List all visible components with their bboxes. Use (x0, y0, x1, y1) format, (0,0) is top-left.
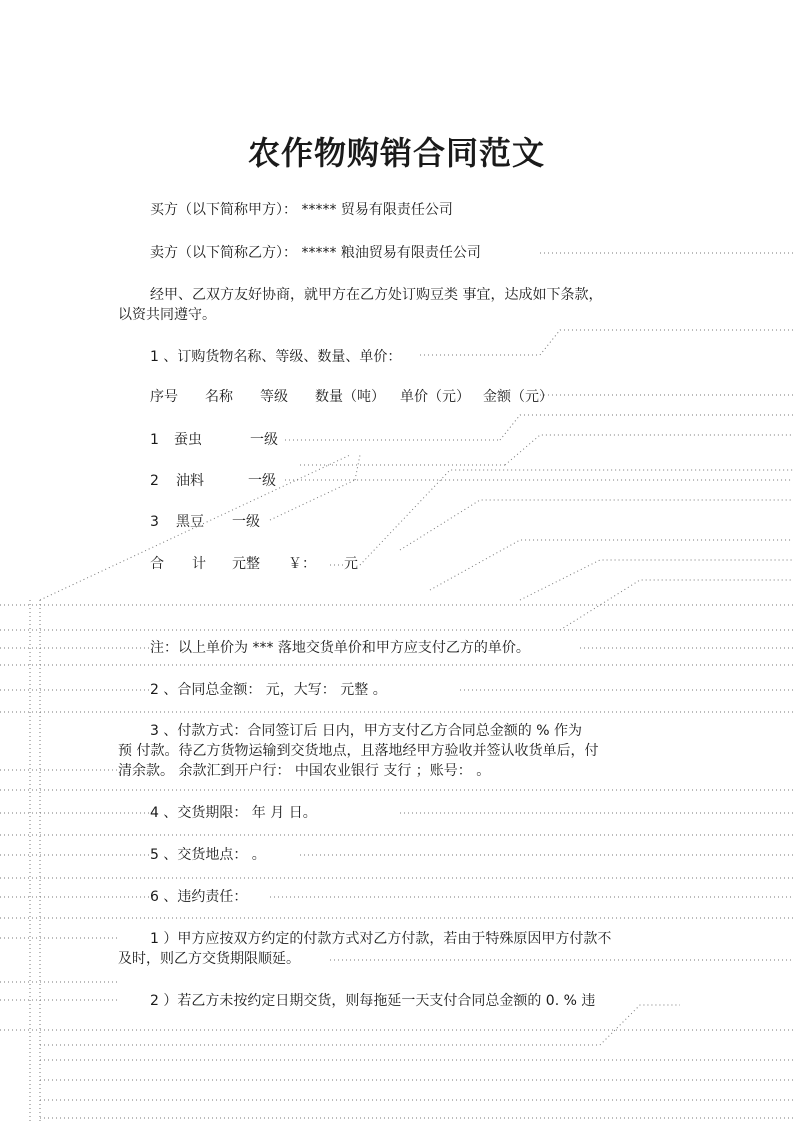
total-label-4: ￥： (288, 556, 316, 572)
clause-6: 6 、违约责任： (150, 889, 248, 905)
row-name: 蚕虫 (174, 432, 202, 448)
row-no: 1 (150, 432, 159, 448)
clause-4: 4 、交货期限： 年 月 日。 (150, 805, 317, 821)
clause-6-1-line-1: 1 ）甲方应按双方约定的付款方式对乙方付款，若由于特殊原因甲方付款不 (150, 931, 612, 947)
row-name: 油料 (176, 473, 204, 489)
clause-3-line-3: 清余款。 余款汇到开户行： 中国农业银行 支行 ；账号： 。 (118, 763, 491, 779)
header-amount: 金额（元） (483, 389, 553, 405)
clause-6-2: 2 ）若乙方未按约定日期交货，则每拖延一天支付合同总金额的 0. % 违 (150, 993, 596, 1009)
buyer-line: 买方（以下简称甲方）： ***** 贸易有限责任公司 (150, 202, 453, 218)
total-label-2: 计 (192, 556, 206, 572)
clause-6-1-line-2: 及时，则乙方交货期限顺延。 (118, 951, 300, 967)
clause-5: 5 、交货地点： 。 (150, 847, 266, 863)
intro-line-1: 经甲、乙双方友好协商，就甲方在乙方处订购豆类 事宜，达成如下条款， (150, 287, 603, 303)
intro-line-2: 以资共同遵守。 (118, 307, 216, 323)
header-unit-price: 单价（元） (400, 389, 470, 405)
table-row (150, 471, 450, 491)
total-label-3: 元整 (232, 556, 260, 572)
note-line: 注：以上单价为 *** 落地交货单价和甲方应支付乙方的单价。 (150, 640, 530, 656)
clause-3-line-2: 预 付款。待乙方货物运输到交货地点，且落地经甲方验收并签认收货单后，付 (118, 743, 599, 759)
total-label-5: 元 (344, 556, 358, 572)
table-row (150, 430, 450, 450)
row-grade: 一级 (250, 432, 278, 448)
row-no: 2 (150, 473, 159, 489)
table-total-row (150, 554, 450, 574)
header-no: 序号 (150, 389, 178, 405)
clause-3-line-1: 3 、付款方式：合同签订后 日内，甲方支付乙方合同总金额的 % 作为 (150, 723, 583, 739)
row-grade: 一级 (248, 473, 276, 489)
page-title: 农作物购销合同范文 (247, 134, 545, 172)
header-grade: 等级 (260, 389, 288, 405)
header-name: 名称 (205, 389, 233, 405)
row-name: 黑豆 (176, 514, 204, 530)
clause-2: 2 、合同总金额： 元，大写： 元整 。 (150, 682, 387, 698)
clause-1-heading: 1 、订购货物名称、等级、数量、单价： (150, 349, 402, 365)
header-quantity: 数量（吨） (315, 389, 385, 405)
table-header-row (150, 387, 650, 407)
total-label-1: 合 (150, 556, 164, 572)
seller-line: 卖方（以下简称乙方）： ***** 粮油贸易有限责任公司 (150, 245, 481, 261)
table-row (150, 512, 450, 532)
row-grade: 一级 (232, 514, 260, 530)
row-no: 3 (150, 514, 159, 530)
